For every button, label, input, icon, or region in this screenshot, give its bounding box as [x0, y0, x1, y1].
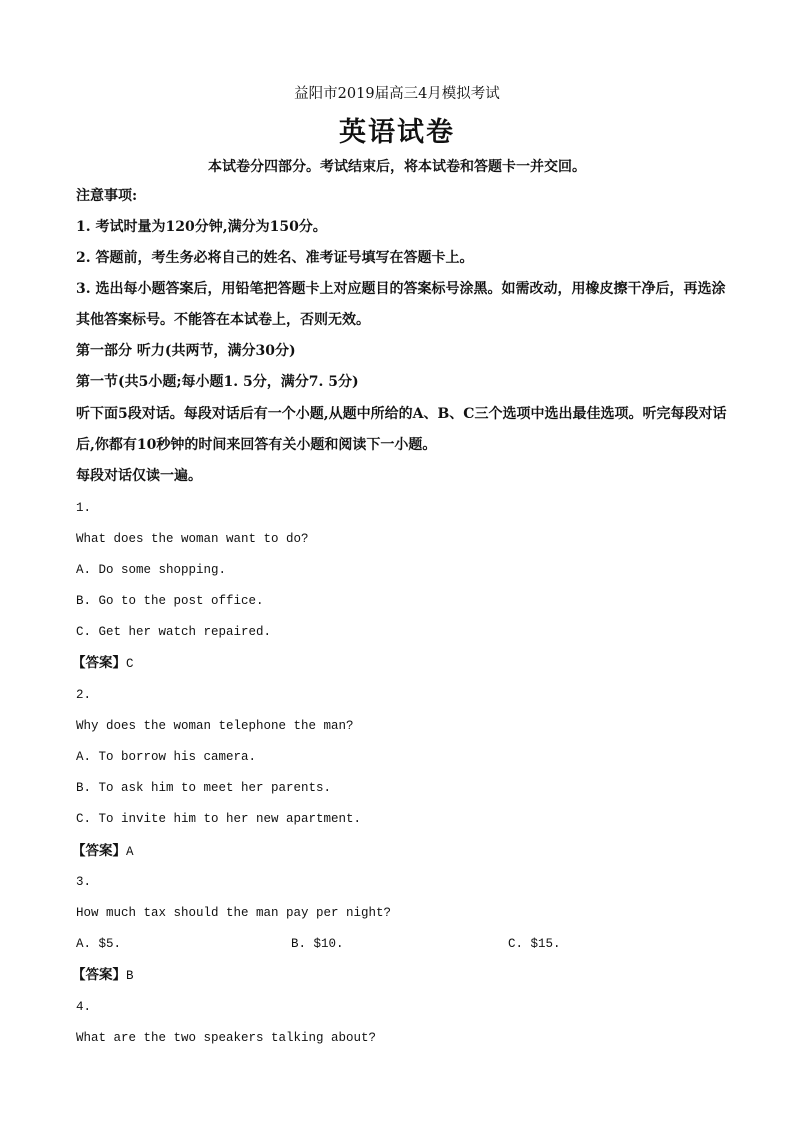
answer-tag: 【答案】 — [72, 843, 126, 859]
notes-heading: 注意事项: — [76, 188, 138, 204]
instructions-line-1: 听下面5段对话。每段对话后有一个小题,从题中所给的A、B、C三个选项中选出最佳选项。听完每段对话 — [76, 406, 727, 422]
instructions-line-3: 每段对话仅读一遍。 — [76, 468, 202, 484]
answer-line — [72, 966, 134, 985]
answer-value: A — [126, 845, 134, 859]
part1-heading: 第一部分 听力(共两节，满分30分) — [76, 343, 296, 359]
question-option: A. To borrow his camera. — [76, 750, 257, 764]
question-number: 3. — [76, 875, 92, 889]
question-option: C. Get her watch repaired. — [76, 625, 272, 639]
answer-value: B — [126, 969, 134, 983]
question-stem: What does the woman want to do? — [76, 532, 309, 546]
question-option: C. To invite him to her new apartment. — [76, 812, 362, 826]
question-stem: What are the two speakers talking about? — [76, 1031, 377, 1045]
question-option: A. Do some shopping. — [76, 563, 227, 577]
exam-intro: 本试卷分四部分。考试结束后，将本试卷和答题卡一并交回。 — [208, 159, 586, 175]
question-number: 2. — [76, 688, 92, 702]
note-item-3-line-1: 3. 选出每小题答案后，用铅笔把答题卡上对应题目的答案标号涂黑。如需改动，用橡皮擦干净后，再选涂 — [76, 281, 726, 297]
question-option: B. $10. — [291, 937, 344, 951]
note-item-3-line-2: 其他答案标号。不能答在本试卷上，否则无效。 — [76, 312, 370, 328]
question-option: A. $5. — [76, 937, 122, 951]
question-number: 1. — [76, 501, 92, 515]
question-stem: Why does the woman telephone the man? — [76, 719, 354, 733]
instructions-line-2: 后,你都有10秒钟的时间来回答有关小题和阅读下一小题。 — [76, 437, 437, 453]
question-option: B. To ask him to meet her parents. — [76, 781, 332, 795]
question-option: C. $15. — [508, 937, 561, 951]
note-item-2: 2. 答题前，考生务必将自己的姓名、准考证号填写在答题卡上。 — [76, 250, 474, 266]
answer-tag: 【答案】 — [72, 967, 126, 983]
note-item-1: 1. 考试时量为120分钟,满分为150分。 — [76, 219, 327, 235]
answer-tag: 【答案】 — [72, 655, 126, 671]
subject-title: 英语试卷 — [339, 117, 455, 148]
exam-name: 益阳市2019届高三4月模拟考试 — [294, 86, 500, 102]
answer-line — [72, 654, 134, 673]
question-number: 4. — [76, 1000, 92, 1014]
section1-heading: 第一节(共5小题;每小题1. 5分，满分7. 5分) — [76, 374, 359, 390]
answer-value: C — [126, 657, 134, 671]
question-stem: How much tax should the man pay per night? — [76, 906, 392, 920]
question-option: B. Go to the post office. — [76, 594, 264, 608]
answer-line — [72, 842, 134, 861]
